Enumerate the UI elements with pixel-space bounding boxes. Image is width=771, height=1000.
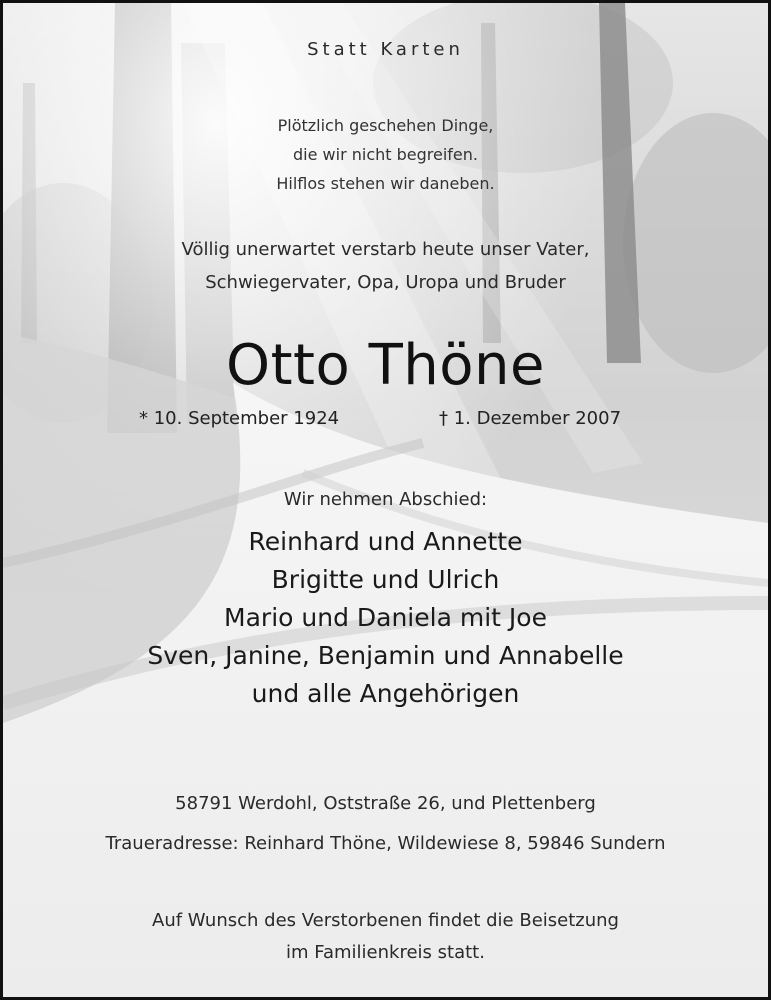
place-line: 58791 Werdohl, Oststraße 26, und Plettenberg <box>175 793 596 814</box>
burial-note <box>3 905 768 969</box>
family-member: Reinhard und Annette <box>248 527 523 556</box>
poem-line: Plötzlich geschehen Dinge, <box>277 116 494 135</box>
birth-date: * 10. September 1924 <box>139 408 340 429</box>
intro-line: Schwiegervater, Opa, Uropa und Bruder <box>205 272 566 293</box>
intro-text <box>3 233 768 299</box>
family-member: Mario und Daniela mit Joe <box>224 603 547 632</box>
notice-content <box>3 3 768 997</box>
poem-line: Hilflos stehen wir daneben. <box>276 174 495 193</box>
burial-note-line: Auf Wunsch des Verstorbenen findet die Beisetzung <box>152 910 619 931</box>
header-text: Statt Karten <box>307 39 464 60</box>
deceased-name: Otto Thöne <box>226 333 545 398</box>
death-date: † 1. Dezember 2007 <box>439 408 622 429</box>
family-member: und alle Angehörigen <box>251 679 520 708</box>
mourning-address: Traueradresse: Reinhard Thöne, Wildewiese 8, 59846 Sundern <box>105 833 666 854</box>
poem-line: die wir nicht begreifen. <box>293 145 478 164</box>
farewell-heading: Wir nehmen Abschied: <box>283 489 488 510</box>
poem <box>3 111 768 198</box>
family-list <box>3 523 768 713</box>
family-member: Sven, Janine, Benjamin und Annabelle <box>147 641 624 670</box>
family-member: Brigitte und Ulrich <box>271 565 500 594</box>
intro-line: Völlig unerwartet verstarb heute unser Vater, <box>181 239 590 260</box>
burial-note-line: im Familienkreis statt. <box>286 942 485 963</box>
